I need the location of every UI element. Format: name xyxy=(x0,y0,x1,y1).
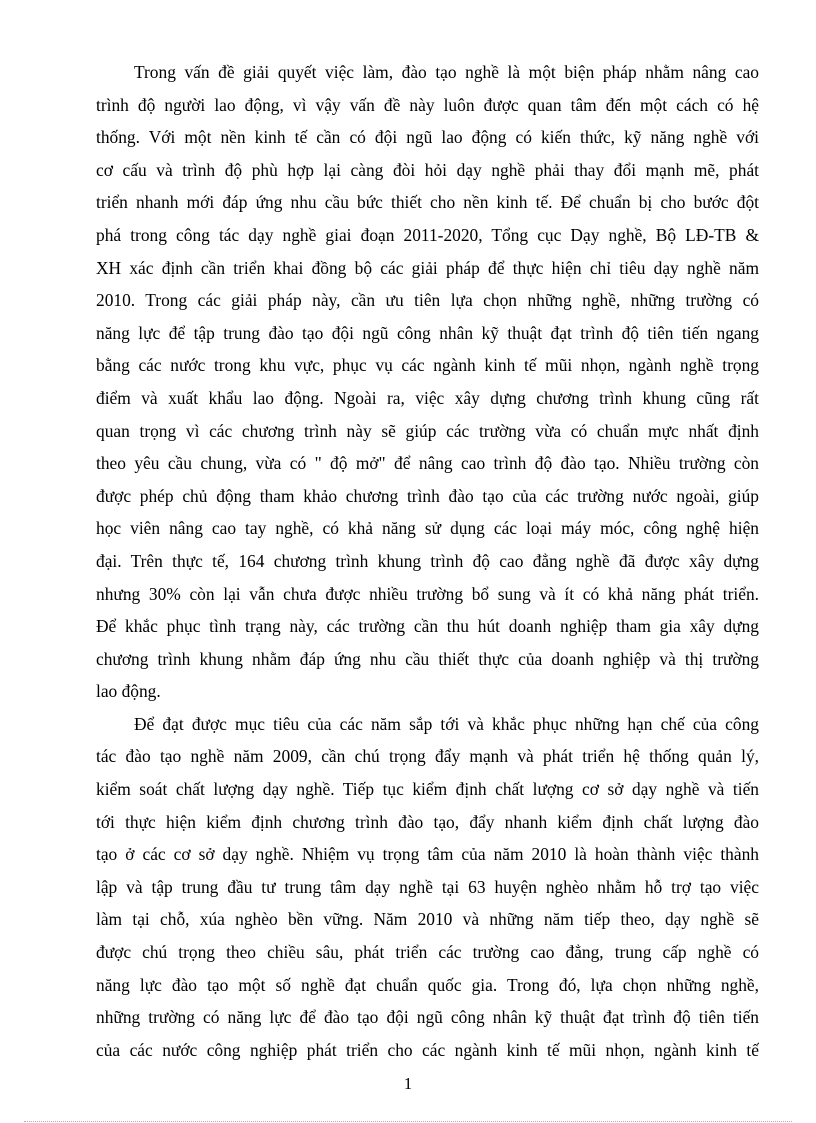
paragraph-line: chương trình khung nhằm đáp ứng nhu cầu thiết thực của doanh nghiệp và thị trường xyxy=(96,648,759,669)
paragraph-line: của các nước công nghiệp phát triển cho các ngành kinh tế mũi nhọn, ngành kinh tế xyxy=(96,1039,759,1060)
paragraph-line: quan trọng vì các chương trình này sẽ giúp các trường vừa có chuẩn mực nhất định xyxy=(96,420,759,441)
paragraph-line: Trong vấn đề giải quyết việc làm, đào tạo nghề là một biện pháp nhằm nâng cao xyxy=(134,62,759,82)
paragraph-2 xyxy=(96,708,759,1067)
paragraph-line: được chú trọng theo chiều sâu, phát triển các trường cao đẳng, trung cấp nghề có xyxy=(96,942,759,963)
paragraph-line: nhưng 30% còn lại vẫn chưa được nhiều trường bổ sung và ít có khả năng phát triển. xyxy=(96,583,759,604)
paragraph-line: Để khắc phục tình trạng này, các trường cần thu hút doanh nghiệp tham gia xây dựng xyxy=(96,616,759,637)
page-bottom-divider xyxy=(24,1121,792,1122)
paragraph-line: Để đạt được mục tiêu của các năm sắp tới và khắc phục những hạn chế của công xyxy=(134,713,759,734)
paragraph-line: làm tại chỗ, xúa nghèo bền vững. Năm 2010 và những năm tiếp theo, dạy nghề sẽ xyxy=(96,909,759,930)
paragraph-line: cơ cấu và trình độ phù hợp lại càng đòi hỏi dạy nghề phải thay đổi mạnh mẽ, phát xyxy=(96,159,759,180)
paragraph-line: theo yêu cầu chung, vừa có " độ mở" để nâng cao trình độ đào tạo. Nhiều trường còn xyxy=(96,453,759,474)
paragraph-line: bằng các nước trong khu vực, phục vụ các ngành kinh tế mũi nhọn, ngành nghề trọng xyxy=(96,355,759,376)
body-text xyxy=(96,56,759,1066)
paragraph-1 xyxy=(96,56,759,708)
paragraph-line: đại. Trên thực tế, 164 chương trình khung trình độ cao đẳng nghề đã được xây dựng xyxy=(96,550,759,571)
paragraph-line: điểm và xuất khẩu lao động. Ngoài ra, việc xây dựng chương trình khung cũng rất xyxy=(96,387,759,408)
paragraph-line: lập và tập trung đầu tư trung tâm dạy nghề tại 63 huyện nghèo nhằm hỗ trợ tạo việc xyxy=(96,876,759,897)
page-number: 1 xyxy=(403,1074,413,1093)
paragraph-line: những trường có năng lực để đào tạo đội ngũ công nhân kỹ thuật đạt trình độ tiên tiến xyxy=(96,1007,759,1028)
paragraph-line: trình độ người lao động, vì vậy vấn đề này luôn được quan tâm đến một cách có hệ xyxy=(96,94,759,115)
paragraph-line: được phép chủ động tham khảo chương trình đào tạo của các trường nước ngoài, giúp xyxy=(96,485,759,506)
paragraph-line: tạo ở các cơ sở dạy nghề. Nhiệm vụ trọng tâm của năm 2010 là hoàn thành việc thành xyxy=(96,844,759,865)
paragraph-line: tác đào tạo nghề năm 2009, cần chú trọng đẩy mạnh và phát triển hệ thống quản lý, xyxy=(96,746,759,767)
paragraph-line: XH xác định cần triển khai đồng bộ các giải pháp để thực hiện chỉ tiêu dạy nghề năm xyxy=(96,257,759,278)
paragraph-line: triển nhanh mới đáp ứng nhu cầu bức thiết cho nền kinh tế. Để chuẩn bị cho bước đột xyxy=(96,192,759,213)
paragraph-line: 2010. Trong các giải pháp này, cần ưu tiên lựa chọn những nghề, những trường có xyxy=(96,290,759,311)
paragraph-line: tới thực hiện kiểm định chương trình đào tạo, đẩy nhanh kiểm định chất lượng đào xyxy=(96,811,759,832)
paragraph-line: năng lực đào tạo một số nghề đạt chuẩn quốc gia. Trong đó, lựa chọn những nghề, xyxy=(96,974,759,995)
paragraph-line: kiểm soát chất lượng dạy nghề. Tiếp tục kiểm định chất lượng cơ sở dạy nghề và tiến xyxy=(96,779,759,800)
paragraph-line: học viên nâng cao tay nghề, có khả năng sử dụng các loại máy móc, công nghệ hiện xyxy=(96,518,759,539)
paragraph-line: phá trong công tác dạy nghề giai đoạn 2011-2020, Tổng cục Dạy nghề, Bộ LĐ-TB & xyxy=(96,224,759,245)
paragraph-line: năng lực để tập trung đào tạo đội ngũ công nhân kỹ thuật đạt trình độ tiên tiến ngang xyxy=(96,322,759,343)
paragraph-line: lao động. xyxy=(96,681,161,702)
paragraph-line: thống. Với một nền kinh tế cần có đội ngũ lao động có kiến thức, kỹ năng nghề với xyxy=(96,127,759,148)
